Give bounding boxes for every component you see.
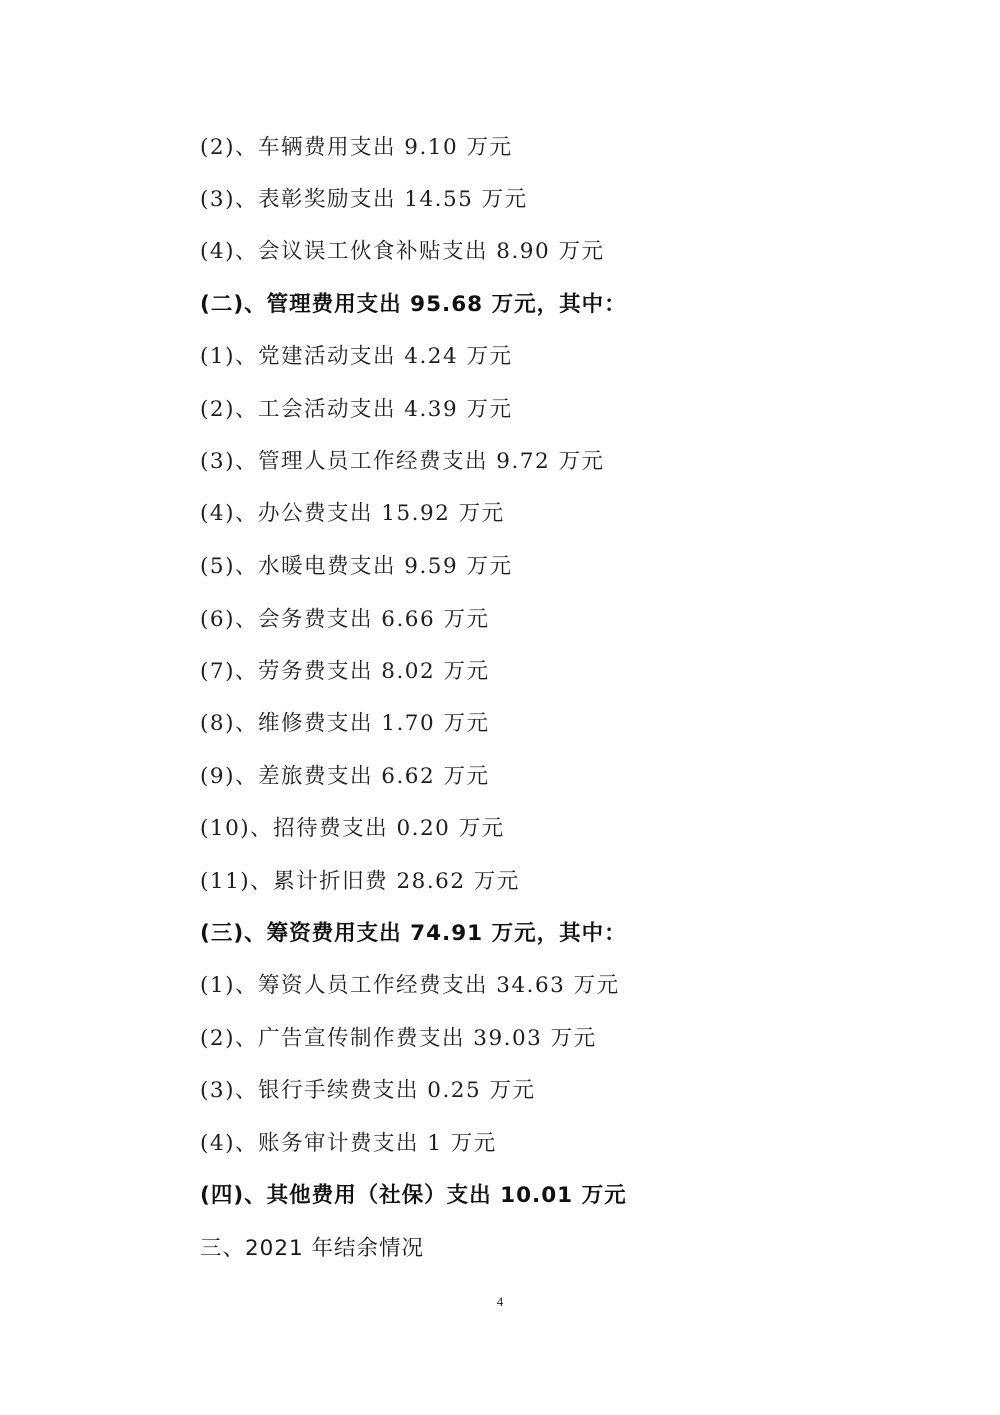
expense-line-awards: (3)、表彰奖励支出 14.55 万元: [200, 187, 528, 212]
page-number: 4: [496, 1294, 504, 1309]
expense-line-party-building: (1)、党建活动支出 4.24 万元: [200, 344, 513, 369]
expense-line-travel: (9)、差旅费支出 6.62 万元: [200, 764, 490, 789]
expense-line-office: (4)、办公费支出 15.92 万元: [200, 501, 505, 526]
expense-line-depreciation: (11)、累计折旧费 28.62 万元: [200, 869, 520, 894]
expense-line-union: (2)、工会活动支出 4.39 万元: [200, 397, 513, 422]
expense-line-fundraising-staff: (1)、筹资人员工作经费支出 34.63 万元: [200, 973, 620, 998]
expense-line-advertising: (2)、广告宣传制作费支出 39.03 万元: [200, 1026, 597, 1051]
section-heading-management: (二)、管理费用支出 95.68 万元，其中：: [200, 292, 627, 317]
expense-line-audit: (4)、账务审计费支出 1 万元: [200, 1131, 497, 1156]
expense-line-meeting-subsidy: (4)、会议误工伙食补贴支出 8.90 万元: [200, 239, 605, 264]
section-heading-surplus: 三、2021 年结余情况: [200, 1236, 425, 1261]
expense-line-bank-fees: (3)、银行手续费支出 0.25 万元: [200, 1078, 536, 1103]
expense-line-conference: (6)、会务费支出 6.66 万元: [200, 607, 490, 632]
section-heading-other: (四)、其他费用（社保）支出 10.01 万元: [200, 1183, 627, 1208]
expense-line-vehicle: (2)、车辆费用支出 9.10 万元: [200, 135, 513, 160]
expense-line-hospitality: (10)、招待费支出 0.20 万元: [200, 816, 505, 841]
expense-line-labor: (7)、劳务费支出 8.02 万元: [200, 659, 490, 684]
section-heading-fundraising: (三)、筹资费用支出 74.91 万元，其中：: [200, 921, 627, 946]
expense-line-maintenance: (8)、维修费支出 1.70 万元: [200, 711, 490, 736]
expense-line-admin-staff: (3)、管理人员工作经费支出 9.72 万元: [200, 449, 605, 474]
expense-line-utilities: (5)、水暖电费支出 9.59 万元: [200, 554, 513, 579]
